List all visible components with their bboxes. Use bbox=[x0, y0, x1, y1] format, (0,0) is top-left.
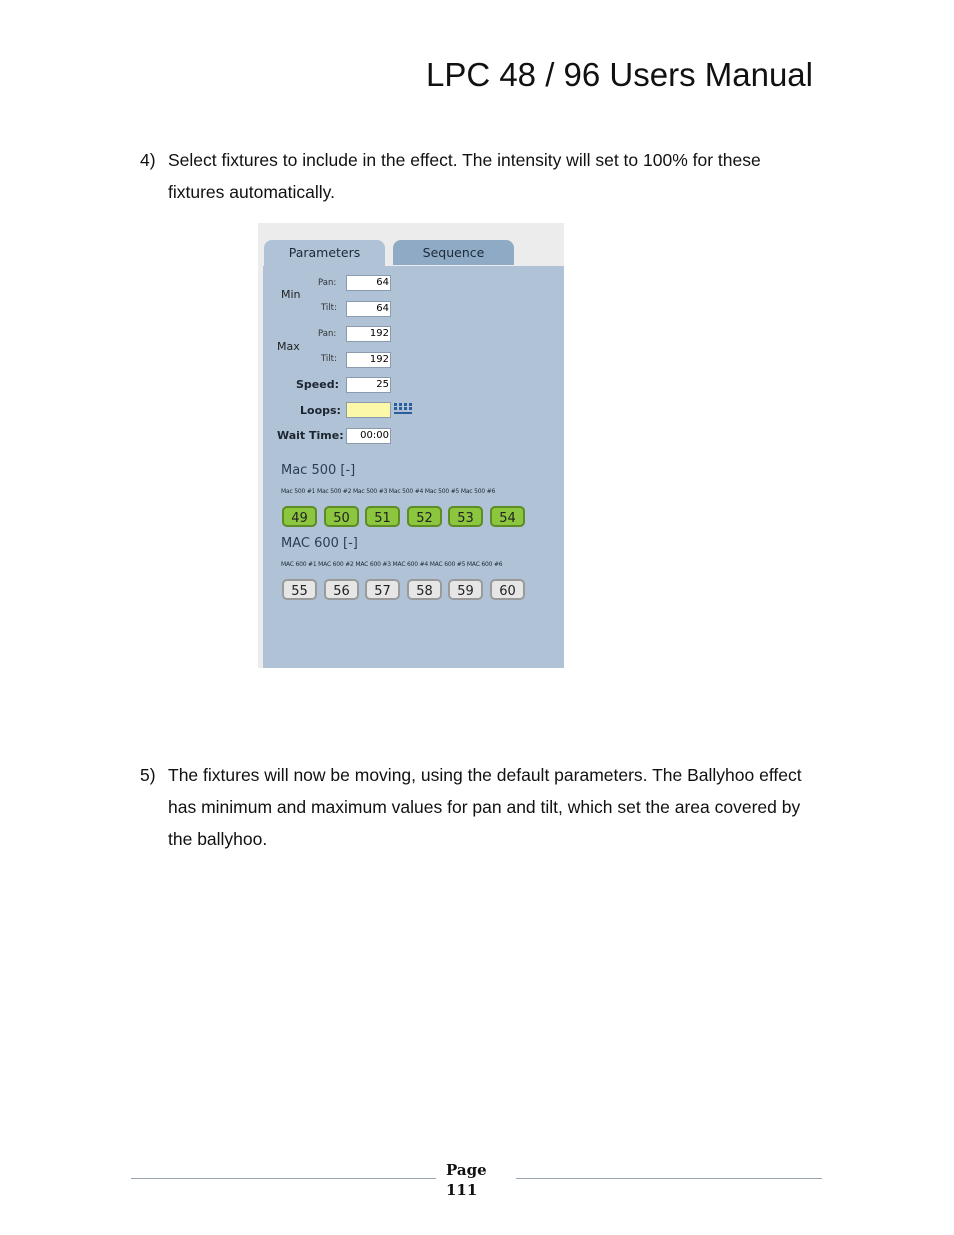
fixture-button-50[interactable]: 50 bbox=[324, 506, 359, 527]
step-text: Select fixtures to include in the effect. The intensity will set to 100% for these fixtures automatically. bbox=[168, 150, 761, 202]
max-tilt-field[interactable]: 192 bbox=[346, 352, 391, 368]
page-number-value: 111 bbox=[446, 1181, 478, 1199]
min-tilt-label: Tilt: bbox=[321, 303, 337, 313]
footer-rule-right bbox=[516, 1178, 822, 1179]
effect-parameters-screenshot bbox=[258, 223, 564, 668]
wait-time-label: Wait Time: bbox=[277, 429, 344, 442]
group-title-mac-500[interactable]: Mac 500 [-] bbox=[281, 463, 356, 478]
page-title: LPC 48 / 96 Users Manual bbox=[425, 56, 813, 93]
fixture-names-mac-500: Mac 500 #1 Mac 500 #2 Mac 500 #3 Mac 500 #4 Mac 500 #5 Mac 500 #6 bbox=[281, 488, 496, 495]
group-title-mac-600[interactable]: MAC 600 [-] bbox=[281, 536, 358, 551]
fixture-button-51[interactable]: 51 bbox=[365, 506, 400, 527]
loops-label: Loops: bbox=[300, 404, 341, 417]
fixture-button-52[interactable]: 52 bbox=[407, 506, 442, 527]
max-tilt-label: Tilt: bbox=[321, 354, 337, 364]
step-number: 5) bbox=[140, 765, 156, 785]
step-number: 4) bbox=[140, 150, 156, 170]
speed-label: Speed: bbox=[296, 378, 339, 391]
fixture-button-54[interactable]: 54 bbox=[490, 506, 525, 527]
step-text: The fixtures will now be moving, using the default parameters. The Ballyhoo effect has minimum and maximum values for pan and tilt, which set the area covered by the ballyhoo. bbox=[168, 765, 802, 849]
fixture-button-60[interactable]: 60 bbox=[490, 579, 525, 600]
fixture-button-58[interactable]: 58 bbox=[407, 579, 442, 600]
footer-rule-left bbox=[131, 1178, 436, 1179]
max-pan-field[interactable]: 192 bbox=[346, 326, 391, 342]
page-label: Page bbox=[446, 1161, 487, 1179]
fixture-button-49[interactable]: 49 bbox=[282, 506, 317, 527]
loops-field[interactable] bbox=[346, 402, 391, 418]
fixture-button-56[interactable]: 56 bbox=[324, 579, 359, 600]
max-label: Max bbox=[277, 340, 300, 353]
tab-sequence[interactable]: Sequence bbox=[393, 240, 514, 265]
tab-parameters[interactable]: Parameters bbox=[264, 240, 385, 266]
page-number bbox=[446, 1160, 487, 1200]
speed-field[interactable]: 25 bbox=[346, 377, 391, 393]
fixture-button-57[interactable]: 57 bbox=[365, 579, 400, 600]
max-pan-label: Pan: bbox=[318, 329, 337, 339]
min-pan-label: Pan: bbox=[318, 278, 337, 288]
keypad-icon[interactable] bbox=[393, 402, 413, 416]
wait-time-field[interactable]: 00:00 bbox=[346, 428, 391, 444]
min-pan-field[interactable]: 64 bbox=[346, 275, 391, 291]
parameters-panel bbox=[263, 266, 564, 668]
min-tilt-field[interactable]: 64 bbox=[346, 301, 391, 317]
min-label: Min bbox=[281, 288, 301, 301]
fixture-button-53[interactable]: 53 bbox=[448, 506, 483, 527]
fixture-button-59[interactable]: 59 bbox=[448, 579, 483, 600]
fixture-names-mac-600: MAC 600 #1 MAC 600 #2 MAC 600 #3 MAC 600 #4 MAC 600 #5 MAC 600 #6 bbox=[281, 561, 503, 568]
fixture-button-55[interactable]: 55 bbox=[282, 579, 317, 600]
